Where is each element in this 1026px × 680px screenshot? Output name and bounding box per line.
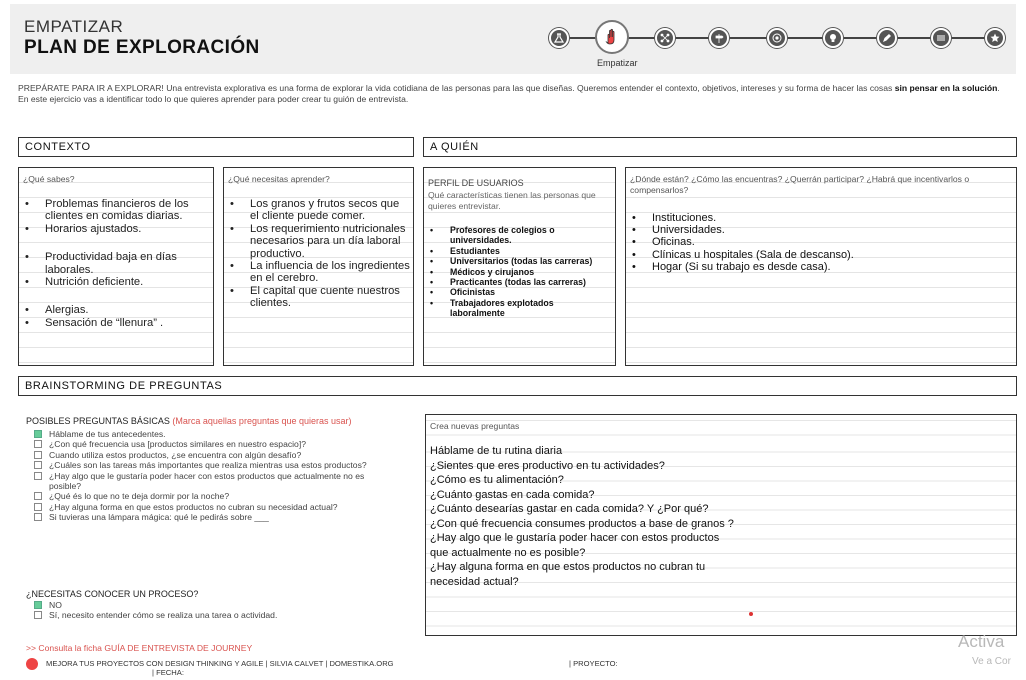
checkbox[interactable] bbox=[34, 451, 42, 459]
checklist-item[interactable]: ¿Con qué frecuencia usa [productos similares en nuestro espacio]? bbox=[34, 439, 384, 449]
perfil-box[interactable] bbox=[423, 167, 616, 366]
signpost-icon[interactable] bbox=[709, 28, 729, 48]
intro-line2: En este ejercicio vas a identificar todo lo que quieres aprender para poder crear tu guión de entrevista. bbox=[18, 94, 409, 104]
list-item: • Productividad baja en días laborales. bbox=[25, 251, 177, 276]
basicas-title-text: POSIBLES PREGUNTAS BÁSICAS bbox=[26, 416, 170, 426]
list-item: • Universidades. bbox=[632, 224, 725, 237]
network-icon[interactable] bbox=[655, 28, 675, 48]
list-item: • El capital que cuente nuestros clientes. bbox=[230, 284, 400, 310]
intro-text bbox=[18, 83, 1018, 105]
list-item: • Oficinistas bbox=[430, 287, 495, 298]
list-item: ¿Cuánto gastas en cada comida? bbox=[430, 488, 595, 501]
list-item: • Clínicas u hospitales (Sala de descanso). bbox=[632, 248, 854, 261]
list-item: • Universitarios (todas las carreras) bbox=[430, 256, 593, 267]
checkbox[interactable] bbox=[34, 601, 42, 609]
list-item: ¿Hay algo que le gustaría poder hacer con estos productos bbox=[430, 532, 720, 544]
perfil-subtitle: Qué características tienen las personas que quieres entrevistar. bbox=[428, 190, 596, 211]
basicas-hint: (Marca aquellas preguntas que quieras usar) bbox=[172, 416, 352, 426]
a-quien-header: A QUIÉN bbox=[423, 137, 1017, 157]
checklist-item[interactable]: Cuando utiliza estos productos, ¿se encuentra con algún desafío? bbox=[34, 450, 384, 460]
checklist-item[interactable]: ¿Hay algo que le gustaría poder hacer con estos productos que actualmente no es posible? bbox=[34, 471, 384, 492]
flask-icon[interactable] bbox=[549, 28, 569, 48]
basicas-title bbox=[26, 416, 352, 426]
sabes-question: ¿Qué sabes? bbox=[23, 174, 75, 184]
activation-watermark: Activa bbox=[958, 632, 1005, 651]
donde-list bbox=[630, 212, 1010, 273]
list-item: necesidad actual? bbox=[430, 575, 519, 588]
lightbulb-icon[interactable] bbox=[823, 28, 843, 48]
checklist-item[interactable]: Háblame de tus antecedentes. bbox=[34, 429, 384, 439]
checklist-item[interactable]: ¿Cuáles son las tareas más importantes que realiza mientras usa estos productos? bbox=[34, 460, 384, 470]
footer-fecha: | FECHA: bbox=[152, 668, 184, 677]
checklist-item[interactable]: ¿Qué és lo que no te deja dormir por la noche? bbox=[34, 491, 384, 501]
sabes-list bbox=[23, 198, 209, 329]
checklist-item[interactable]: Si tuvieras una lámpara mágica: qué le pedirás sobre ___ bbox=[34, 512, 384, 522]
proceso-checklist bbox=[34, 600, 384, 621]
page-title: PLAN DE EXPLORACIÓN bbox=[24, 37, 260, 58]
pencil-icon[interactable] bbox=[877, 28, 897, 48]
checklist-item[interactable]: NO bbox=[34, 600, 384, 610]
list-item: • Los requerimiento nutricionales necesarios para un día laboral productivo. bbox=[230, 222, 406, 260]
list-item: • Practicantes (todas las carreras) bbox=[430, 277, 586, 288]
red-dot bbox=[749, 612, 753, 616]
list-item: • Sensación de “llenura” . bbox=[25, 316, 164, 329]
star-icon[interactable] bbox=[985, 28, 1005, 48]
checkbox[interactable] bbox=[34, 492, 42, 500]
aprender-question: ¿Qué necesitas aprender? bbox=[228, 174, 330, 184]
list-item: • Médicos y cirujanos bbox=[430, 266, 535, 277]
checkbox[interactable] bbox=[34, 503, 42, 511]
process-steps bbox=[543, 18, 1013, 70]
list-item: ¿Sientes que eres productivo en tu actividades? bbox=[430, 459, 665, 472]
proceso-title: ¿NECESITAS CONOCER UN PROCESO? bbox=[26, 589, 199, 599]
sabes-box[interactable] bbox=[18, 167, 214, 366]
basicas-checklist bbox=[34, 429, 384, 523]
list-item: • La influencia de los ingredientes en el cerebro. bbox=[230, 260, 410, 285]
list-item: ¿Cómo es tu alimentación? bbox=[430, 474, 564, 486]
brainstorm-header: BRAINSTORMING DE PREGUNTAS bbox=[18, 376, 1017, 396]
list-item: • Estudiantes bbox=[430, 245, 500, 256]
list-item: • Trabajadores explotados laboralmente bbox=[430, 297, 554, 319]
checkbox[interactable] bbox=[34, 430, 42, 438]
aprender-box[interactable] bbox=[223, 167, 414, 366]
checkbox[interactable] bbox=[34, 513, 42, 521]
donde-question: ¿Dónde están? ¿Cómo las encuentras? ¿Querrán participar? ¿Habrá que incentivarlos o compensarlos? bbox=[630, 174, 970, 195]
intro-part1: PREPÁRATE PARA IR A EXPLORAR! Una entrevista explorativa es una forma de explorar la vida cotidiana de las personas para las que diseñas. Queremos entender el contexto, objetivos, intereses y su forma de hacer las cosas bbox=[18, 83, 895, 93]
checklist-item[interactable]: ¿Hay alguna forma en que estos productos no cubran su necesidad actual? bbox=[34, 502, 384, 512]
list-item: • Problemas financieros de los clientes en comidas diarias. bbox=[25, 198, 189, 223]
list-item: • Horarios ajustados. bbox=[25, 222, 142, 235]
nuevas-title: Crea nuevas preguntas bbox=[430, 421, 520, 431]
aprender-list bbox=[228, 198, 410, 310]
list-item: que actualmente no es posible? bbox=[430, 546, 586, 559]
header-eyebrow: EMPATIZAR bbox=[24, 17, 124, 36]
footer-proyecto: | PROYECTO: bbox=[569, 659, 618, 668]
list-item: • Profesores de colegios o universidades. bbox=[430, 225, 555, 246]
perfil-title: PERFIL DE USUARIOS bbox=[428, 178, 524, 188]
checkbox[interactable] bbox=[34, 440, 42, 448]
intro-bold: sin pensar en la solución bbox=[894, 83, 998, 93]
list-item: • Los granos y frutos secos que el cliente puede comer. bbox=[230, 198, 400, 223]
checkbox[interactable] bbox=[34, 461, 42, 469]
checkbox[interactable] bbox=[34, 611, 42, 619]
list-item: • Oficinas. bbox=[632, 236, 695, 249]
list-item: • Nutrición deficiente. bbox=[25, 276, 144, 289]
activation-watermark-sub: Ve a Cor bbox=[972, 656, 1011, 667]
footer-text: MEJORA TUS PROYECTOS CON DESIGN THINKING Y AGILE | SILVIA CALVET | DOMESTIKA.ORG bbox=[46, 659, 394, 668]
list-item: • Hogar (Si su trabajo es desde casa). bbox=[632, 260, 831, 273]
domestika-logo-icon bbox=[26, 658, 38, 670]
list-item: ¿Hay alguna forma en que estos productos no cubran tu bbox=[430, 561, 706, 573]
arrows-icon[interactable] bbox=[931, 28, 951, 48]
page-header bbox=[10, 4, 1016, 74]
list-item: Háblame de tu rutina diaria bbox=[430, 445, 563, 457]
list-item: ¿Con qué frecuencia consumes productos a base de granos ? bbox=[430, 517, 734, 530]
checkbox[interactable] bbox=[34, 472, 42, 480]
nuevas-preguntas-box[interactable] bbox=[425, 414, 1017, 636]
hand-icon[interactable] bbox=[595, 20, 629, 54]
list-item: • Instituciones. bbox=[632, 212, 717, 224]
list-item: • Alergias. bbox=[25, 304, 89, 317]
guia-entrevista-link[interactable]: >> Consulta la ficha GUÍA DE ENTREVISTA DE JOURNEY bbox=[26, 643, 253, 653]
checklist-item[interactable]: Sí, necesito entender cómo se realiza una tarea o actividad. bbox=[34, 610, 384, 620]
intro-part2: . bbox=[997, 83, 1000, 93]
target-icon[interactable] bbox=[767, 28, 787, 48]
perfil-list bbox=[428, 225, 610, 319]
nuevas-list bbox=[430, 444, 734, 589]
donde-box[interactable] bbox=[625, 167, 1017, 366]
list-item: ¿Cuánto desearías gastar en cada comida? Y ¿Por qué? bbox=[430, 503, 709, 515]
contexto-header: CONTEXTO bbox=[18, 137, 414, 157]
active-step-label: Empatizar bbox=[597, 58, 638, 68]
